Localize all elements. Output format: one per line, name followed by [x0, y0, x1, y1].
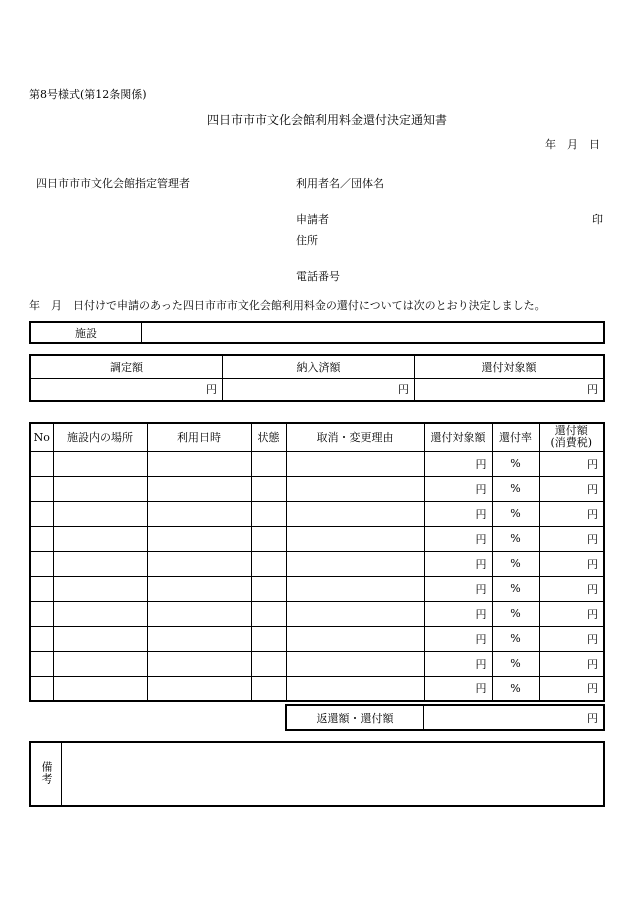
table-cell[interactable]	[251, 601, 286, 626]
table-cell[interactable]: %	[492, 451, 539, 476]
table-cell[interactable]: %	[492, 476, 539, 501]
summary-header: 還付対象額	[415, 355, 605, 378]
table-cell[interactable]	[147, 626, 251, 651]
summary-header: 調定額	[30, 355, 223, 378]
address-label: 住所	[296, 234, 318, 247]
table-cell[interactable]: %	[492, 676, 539, 701]
table-cell[interactable]	[53, 501, 147, 526]
table-cell[interactable]: 円	[424, 451, 492, 476]
recipient: 四日市市市文化会館指定管理者	[36, 177, 190, 190]
col-header-refund-amount: 還付額 (消費税)	[539, 423, 604, 451]
facility-label: 施設	[30, 322, 142, 343]
table-row	[30, 551, 604, 576]
table-cell[interactable]	[251, 626, 286, 651]
table-cell[interactable]: %	[492, 501, 539, 526]
table-cell[interactable]	[147, 601, 251, 626]
table-cell[interactable]	[286, 501, 424, 526]
remarks-table	[29, 741, 605, 807]
table-row	[30, 501, 604, 526]
table-cell[interactable]	[286, 676, 424, 701]
table-cell[interactable]	[251, 451, 286, 476]
table-cell[interactable]	[286, 576, 424, 601]
table-cell[interactable]	[147, 651, 251, 676]
table-cell[interactable]	[147, 551, 251, 576]
table-cell[interactable]	[53, 626, 147, 651]
table-row	[30, 626, 604, 651]
table-cell[interactable]: 円	[424, 476, 492, 501]
table-cell[interactable]	[30, 526, 53, 551]
col-header-location: 施設内の場所	[53, 423, 147, 451]
form-label: 第8号様式(第12条関係)	[29, 88, 147, 101]
table-cell[interactable]	[147, 526, 251, 551]
table-cell[interactable]	[53, 451, 147, 476]
col-header-refund-rate: 還付率	[492, 423, 539, 451]
table-cell[interactable]	[30, 676, 53, 701]
table-cell[interactable]: 円	[424, 601, 492, 626]
table-cell[interactable]: %	[492, 551, 539, 576]
table-cell[interactable]	[30, 626, 53, 651]
table-cell[interactable]: 円	[539, 601, 604, 626]
table-cell[interactable]	[251, 551, 286, 576]
table-cell[interactable]: 円	[539, 526, 604, 551]
table-cell[interactable]	[147, 576, 251, 601]
total-label: 返還額・還付額	[286, 705, 424, 730]
table-cell[interactable]: 円	[424, 551, 492, 576]
summary-header: 納入済額	[223, 355, 415, 378]
table-cell[interactable]: 円	[424, 526, 492, 551]
table-cell[interactable]	[53, 651, 147, 676]
col-header-refund-target: 還付対象額	[424, 423, 492, 451]
table-cell[interactable]	[251, 676, 286, 701]
table-cell[interactable]: %	[492, 601, 539, 626]
facility-table	[29, 321, 605, 344]
table-cell[interactable]	[53, 601, 147, 626]
phone-label: 電話番号	[296, 270, 340, 283]
table-cell[interactable]	[286, 626, 424, 651]
table-cell[interactable]	[30, 501, 53, 526]
table-cell[interactable]: 円	[539, 476, 604, 501]
table-cell[interactable]: 円	[424, 626, 492, 651]
total-value[interactable]: 円	[424, 705, 605, 730]
table-cell[interactable]: %	[492, 651, 539, 676]
table-cell[interactable]	[286, 551, 424, 576]
table-cell[interactable]	[30, 551, 53, 576]
seal-label: 印	[592, 213, 603, 226]
table-row	[30, 676, 604, 701]
table-cell[interactable]	[251, 526, 286, 551]
col-header-datetime: 利用日時	[147, 423, 251, 451]
table-row	[30, 651, 604, 676]
applicant-label: 申請者	[296, 213, 329, 226]
table-cell[interactable]	[286, 526, 424, 551]
table-cell[interactable]	[286, 476, 424, 501]
table-cell[interactable]: 円	[539, 626, 604, 651]
table-cell[interactable]: %	[492, 626, 539, 651]
summary-value[interactable]: 円	[415, 378, 605, 401]
table-cell[interactable]: %	[492, 576, 539, 601]
table-row	[30, 576, 604, 601]
table-row	[30, 451, 604, 476]
table-cell[interactable]	[30, 476, 53, 501]
table-cell[interactable]: 円	[539, 651, 604, 676]
date-line: 年 月 日	[545, 138, 600, 151]
table-cell[interactable]	[147, 501, 251, 526]
table-cell[interactable]	[147, 476, 251, 501]
table-cell[interactable]	[286, 451, 424, 476]
table-cell[interactable]	[53, 676, 147, 701]
table-cell[interactable]	[286, 651, 424, 676]
detail-table	[29, 422, 605, 702]
summary-table	[29, 354, 605, 402]
col-header-status: 状態	[251, 423, 286, 451]
table-cell[interactable]	[30, 601, 53, 626]
col-header-no: No	[30, 423, 53, 451]
table-cell[interactable]: 円	[424, 676, 492, 701]
table-cell[interactable]	[30, 576, 53, 601]
table-cell[interactable]	[286, 601, 424, 626]
table-cell[interactable]: 円	[539, 576, 604, 601]
table-cell[interactable]: 円	[424, 576, 492, 601]
table-row	[30, 601, 604, 626]
table-cell[interactable]	[251, 576, 286, 601]
table-cell[interactable]	[251, 476, 286, 501]
table-cell[interactable]	[53, 551, 147, 576]
summary-value[interactable]: 円	[30, 378, 223, 401]
page-title: 四日市市市文化会館利用料金還付決定通知書	[207, 113, 448, 127]
facility-value[interactable]	[142, 322, 605, 343]
table-row	[30, 476, 604, 501]
table-cell[interactable]	[251, 651, 286, 676]
table-cell[interactable]: %	[492, 526, 539, 551]
table-cell[interactable]	[53, 576, 147, 601]
table-cell[interactable]	[30, 451, 53, 476]
table-cell[interactable]	[147, 451, 251, 476]
remarks-label: 備考	[40, 760, 53, 785]
table-cell[interactable]: 円	[539, 501, 604, 526]
table-cell[interactable]: 円	[539, 551, 604, 576]
table-cell[interactable]	[251, 501, 286, 526]
remarks-value[interactable]	[62, 742, 605, 806]
col-header-reason: 取消・変更理由	[286, 423, 424, 451]
table-cell[interactable]: 円	[424, 651, 492, 676]
total-table	[285, 704, 605, 731]
table-cell[interactable]	[147, 676, 251, 701]
summary-value[interactable]: 円	[223, 378, 415, 401]
remarks-label-cell	[30, 742, 62, 806]
table-row	[30, 526, 604, 551]
table-cell[interactable]: 円	[539, 451, 604, 476]
statement: 年 月 日付けで申請のあった四日市市市文化会館利用料金の還付については次のとおり決定しました。	[29, 299, 546, 312]
table-cell[interactable]	[53, 526, 147, 551]
user-name-label: 利用者名／団体名	[296, 177, 384, 190]
table-cell[interactable]: 円	[424, 501, 492, 526]
table-cell[interactable]	[53, 476, 147, 501]
table-cell[interactable]	[30, 651, 53, 676]
table-cell[interactable]: 円	[539, 676, 604, 701]
